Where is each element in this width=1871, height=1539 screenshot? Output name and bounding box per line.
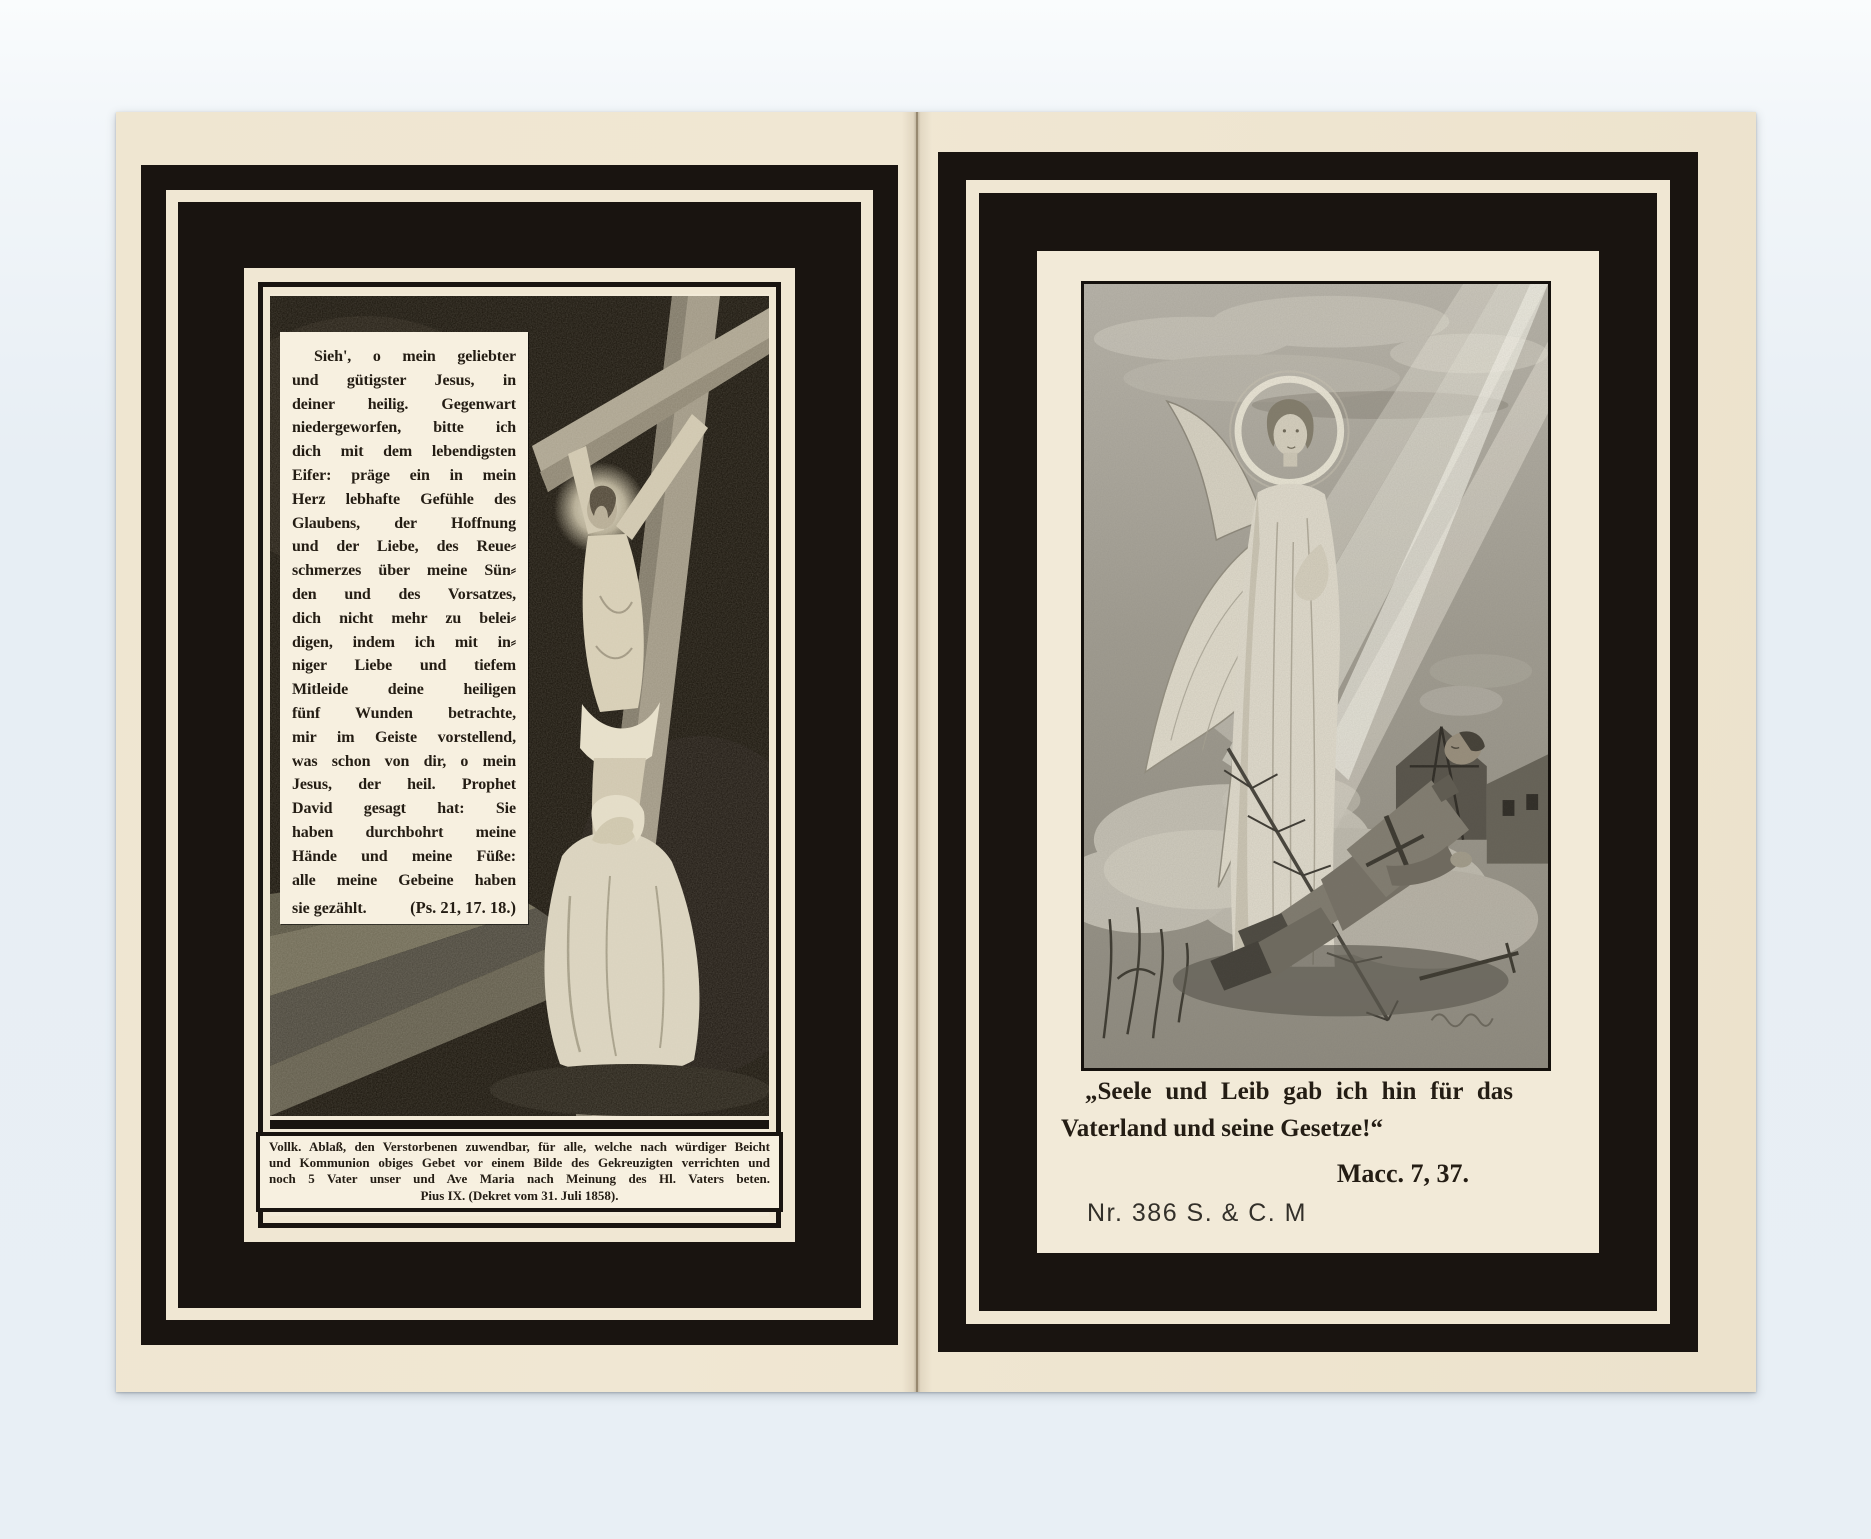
right-panel-frame [979,193,1657,1311]
prayer-line: fünf Wunden betrachte, [292,704,516,722]
engraving-base-band [270,1120,769,1129]
fold-crease-line [916,112,918,1392]
prayer-line: Hände und meine Füße: [292,847,516,865]
angel-engraving-frame [1081,281,1551,1071]
prayer-line: Glaubens, der Hoffnung [292,514,516,532]
prayer-text-box [280,332,528,924]
prayer-line: Jesus, der heil. Prophet [292,776,516,794]
prayer-line: und der Liebe, des Reue⸗ [292,538,516,556]
indulgence-note-line: Pius IX. (Dekret vom 31. Juli 1858). [420,1187,619,1203]
prayer-line: mir im Geiste vorstellend, [292,728,516,746]
scripture-citation: Macc. 7, 37. [1336,1159,1469,1188]
quote-line-1: „Seele und Leib gab ich hin für das [1085,1078,1513,1105]
prayer-line: haben durchbohrt meine [292,823,516,841]
indulgence-note-line: Vollk. Ablaß, den Verstorbenen zuwendbar, für alle, welche nach würdiger Beicht [269,1139,770,1154]
prayer-text [292,345,516,892]
left-panel [141,165,898,1345]
prayer-last-words: sie gezählt. [292,900,367,918]
prayer-line: Eifer: präge ein in mein [292,466,516,484]
publisher-number: Nr. 386 S. & C. M [1087,1199,1308,1227]
prayer-line: den und des Vorsatzes, [292,585,516,603]
left-panel-inner-frame [258,282,781,1228]
prayer-last-line [292,894,516,918]
right-panel-interior [1037,251,1599,1253]
prayer-line: und gütigster Jesus, in [292,371,516,389]
prayer-line: dich mit dem lebendigsten [292,443,516,461]
prayer-line: niedergeworfen, bitte ich [292,419,516,437]
quote-line-2: Vaterland und seine Gesetze!“ [1061,1115,1383,1142]
angel-engraving [1084,284,1548,1068]
prayer-line: deiner heilig. Gegenwart [292,395,516,413]
motto-quote [1061,1073,1513,1189]
prayer-line: Mitleide deine heiligen [292,681,516,699]
indulgence-note-line: noch 5 Vater unser und Ave Maria nach Meinung des Hl. Vaters beten. [269,1171,770,1187]
prayer-line: schmerzes über meine Sün⸗ [292,562,516,580]
psalm-reference: (Ps. 21, 17. 18.) [410,898,516,918]
prayer-line: digen, indem ich mit in⸗ [292,633,516,651]
prayer-line: alle meine Gebeine haben [292,871,516,889]
indulgence-note-box [256,1132,783,1212]
prayer-line: niger Liebe und tiefem [292,657,516,675]
right-panel [938,152,1698,1352]
prayer-line: Herz lebhafte Gefühle des [292,490,516,508]
prayer-line: was schon von dir, o mein [292,752,516,770]
indulgence-note-text [269,1139,770,1204]
prayer-line: David gesagt hat: Sie [292,800,516,818]
prayer-line: Sieh', o mein geliebter [314,348,516,365]
prayer-line: dich nicht mehr zu belei⸗ [292,609,516,627]
left-panel-interior [270,294,769,1216]
indulgence-note-line: und Kommunion obiges Gebet vor einem Bilde des Gekreuzigten verrichten und [269,1155,770,1171]
memorial-card [116,112,1756,1392]
left-panel-frame [178,202,861,1308]
